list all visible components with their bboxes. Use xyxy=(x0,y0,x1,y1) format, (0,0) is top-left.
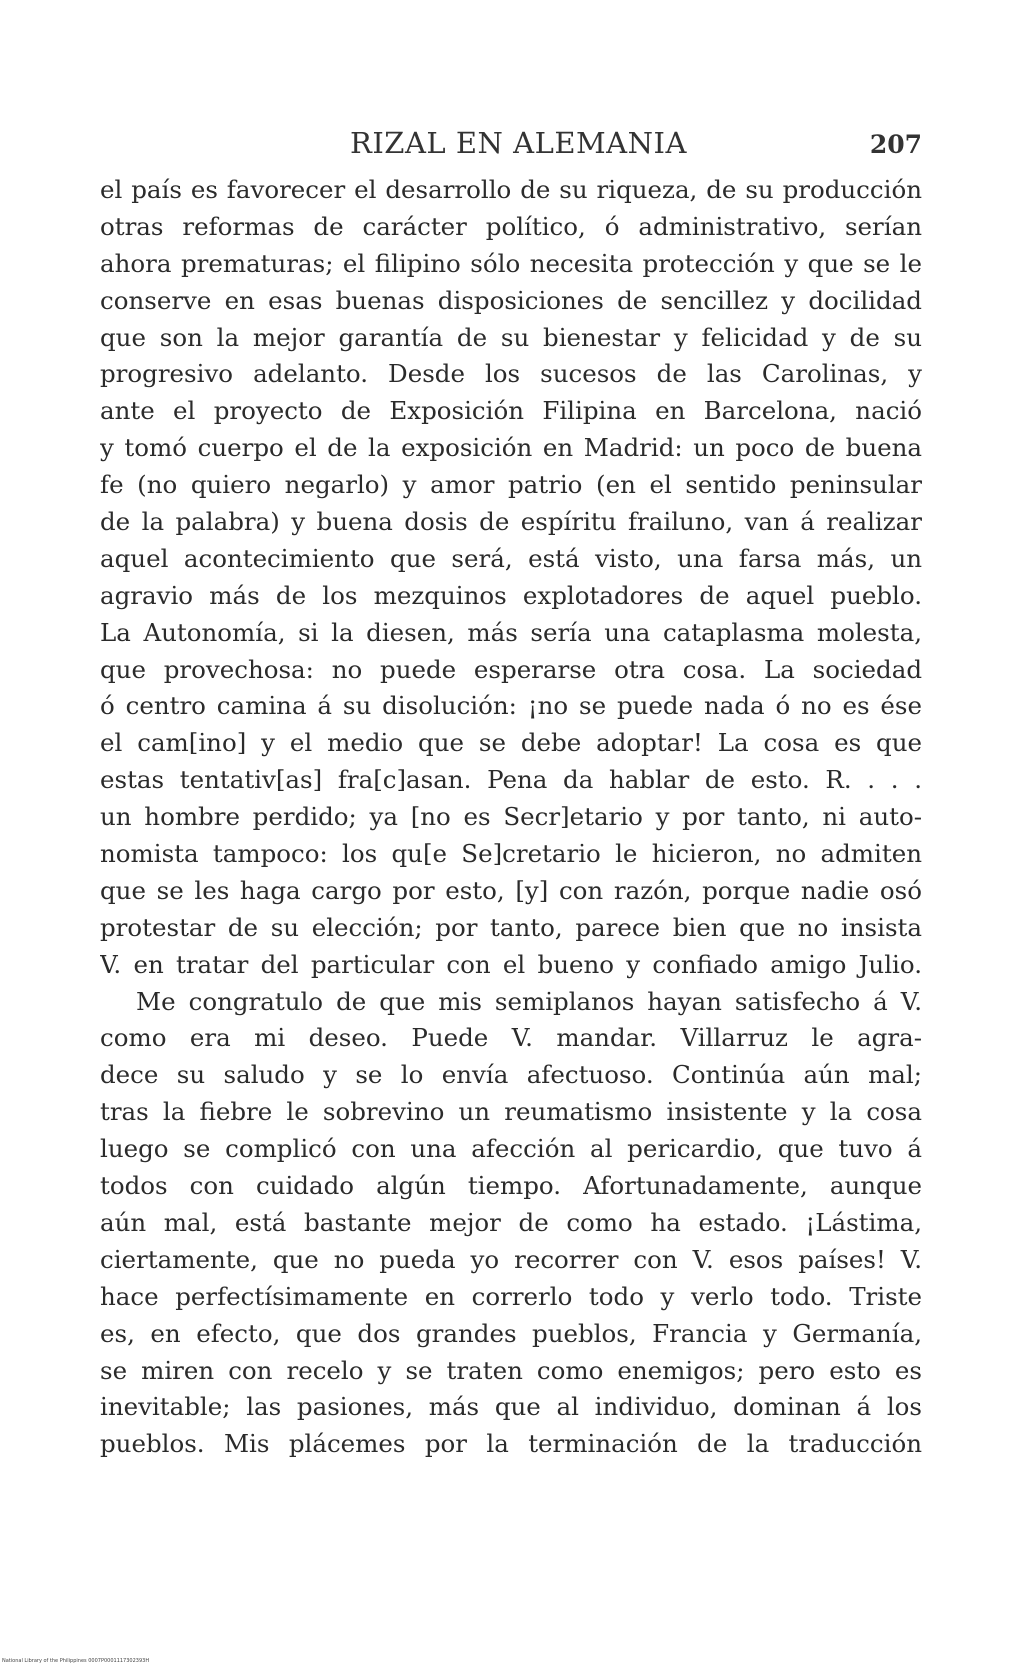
text-line: La Autonomía, si la diesen, más sería una cataplasma molesta, xyxy=(100,617,922,647)
text-line: nomista tampoco: los qu[e Se]cretario le hicieron, no admiten xyxy=(100,839,922,869)
text-line: dece su saludo y se lo envía afectuoso. Continúa aún mal; xyxy=(100,1060,922,1090)
text-line: Me congratulo de que mis semiplanos hayan satisfecho á V. xyxy=(136,986,922,1016)
text-line: que provechosa: no puede esperarse otra cosa. La sociedad xyxy=(100,654,922,684)
text-line: protestar de su elección; por tanto, parece bien que no insista xyxy=(100,912,922,942)
text-line: fe (no quiero negarlo) y amor patrio (en el sentido peninsular xyxy=(100,470,922,500)
text-line: todos con cuidado algún tiempo. Afortunadamente, aunque xyxy=(100,1171,922,1201)
text-line: el país es favorecer el desarrollo de su riqueza, de su producción xyxy=(100,175,922,204)
text-line: hace perfectísimamente en correrlo todo y verlo todo. Triste xyxy=(100,1281,922,1311)
scan-footer-credit: National Library of the Philippines 0007P0001117302393H xyxy=(2,1658,150,1664)
text-line: y tomó cuerpo el de la exposición en Madrid: un poco de buena xyxy=(100,433,922,463)
page-number: 207 xyxy=(869,130,922,159)
text-line: ó centro camina á su disolución: ¡no se puede nada ó no es ése xyxy=(100,691,922,721)
text-line: ahora prematuras; el filipino sólo necesita protección y que se le xyxy=(100,248,922,278)
text-line: progresivo adelanto. Desde los sucesos de las Carolinas, y xyxy=(100,359,922,389)
text-line: luego se complicó con una afección al pericardio, que tuvo á xyxy=(100,1134,922,1164)
text-line: como era mi deseo. Puede V. mandar. Villarruz le agra- xyxy=(100,1023,922,1053)
text-line: es, en efecto, que dos grandes pueblos, Francia y Germanía, xyxy=(100,1318,922,1348)
text-line: un hombre perdido; ya [no es Secr]etario y por tanto, ni auto- xyxy=(100,802,922,832)
text-line: ciertamente, que no pueda yo recorrer con V. esos países! V. xyxy=(100,1244,922,1274)
text-line: agravio más de los mezquinos explotadores de aquel pueblo. xyxy=(100,580,922,610)
text-line: inevitable; las pasiones, más que al individuo, dominan á los xyxy=(100,1392,922,1422)
text-line: que son la mejor garantía de su bienestar y felicidad y de su xyxy=(100,322,922,352)
text-line: V. en tratar del particular con el bueno y confiado amigo Julio. xyxy=(100,949,922,979)
text-line: el cam[ino] y el medio que se debe adoptar! La cosa es que xyxy=(100,728,922,758)
text-line: otras reformas de carácter político, ó administrativo, serían xyxy=(100,211,922,241)
running-title: RIZAL EN ALEMANIA xyxy=(350,126,687,160)
text-line: estas tentativ[as] fra[c]asan. Pena da hablar de esto. R. . . . xyxy=(100,765,922,795)
text-line: ante el proyecto de Exposición Filipina en Barcelona, nació xyxy=(100,396,922,426)
text-line: tras la fiebre le sobrevino un reumatismo insistente y la cosa xyxy=(100,1097,922,1127)
page-header xyxy=(100,126,922,166)
text-line: aquel acontecimiento que será, está visto, una farsa más, un xyxy=(100,543,922,573)
text-line: aún mal, está bastante mejor de como ha estado. ¡Lástima, xyxy=(100,1207,922,1237)
text-line: conserve en esas buenas disposiciones de sencillez y docilidad xyxy=(100,285,922,315)
text-line: pueblos. Mis plácemes por la terminación de la traducción xyxy=(100,1429,922,1459)
text-line: de la palabra) y buena dosis de espíritu frailuno, van á realizar xyxy=(100,507,922,537)
body-text xyxy=(100,172,922,1463)
text-line: que se les haga cargo por esto, [y] con razón, porque nadie osó xyxy=(100,875,922,905)
text-line: se miren con recelo y se traten como enemigos; pero esto es xyxy=(100,1355,922,1385)
